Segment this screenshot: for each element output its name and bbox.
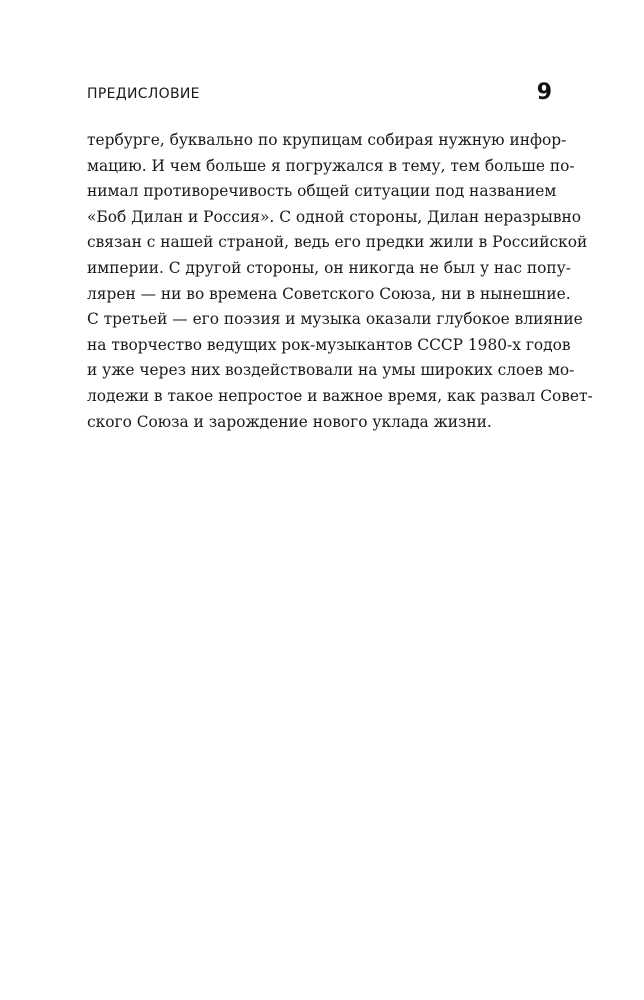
body-paragraph: [87, 128, 593, 435]
text-line: нимал противоречивость общей ситуации под названием: [87, 182, 557, 201]
text-line: империи. С другой стороны, он никогда не был у нас попу-: [87, 258, 571, 277]
text-line: связан с нашей страной, ведь его предки жили в Российской: [87, 233, 588, 252]
text-line: ского Союза и зарождение нового уклада жизни.: [87, 412, 492, 431]
text-line: на творчество ведущих рок-музыкантов СССР 1980-х годов: [87, 335, 571, 354]
text-line: и уже через них воздействовали на умы широких слоев мо-: [87, 361, 575, 380]
text-line: С третьей — его поэзия и музыка оказали глубокое влияние: [87, 310, 583, 329]
text-line: лодежи в такое непростое и важное время, как развал Совет-: [87, 386, 593, 405]
text-line: мацию. И чем больше я погружался в тему, тем больше по-: [87, 156, 575, 175]
text-line: лярен — ни во времена Советского Союза, ни в нынешние.: [87, 284, 571, 303]
text-line: «Боб Дилан и Россия». С одной стороны, Дилан неразрывно: [87, 207, 582, 226]
running-head: ПРЕДИСЛОВИЕ: [87, 86, 200, 102]
text-line: тербурге, буквально по крупицам собирая нужную инфор-: [87, 131, 567, 149]
page-number: 9: [536, 80, 552, 105]
